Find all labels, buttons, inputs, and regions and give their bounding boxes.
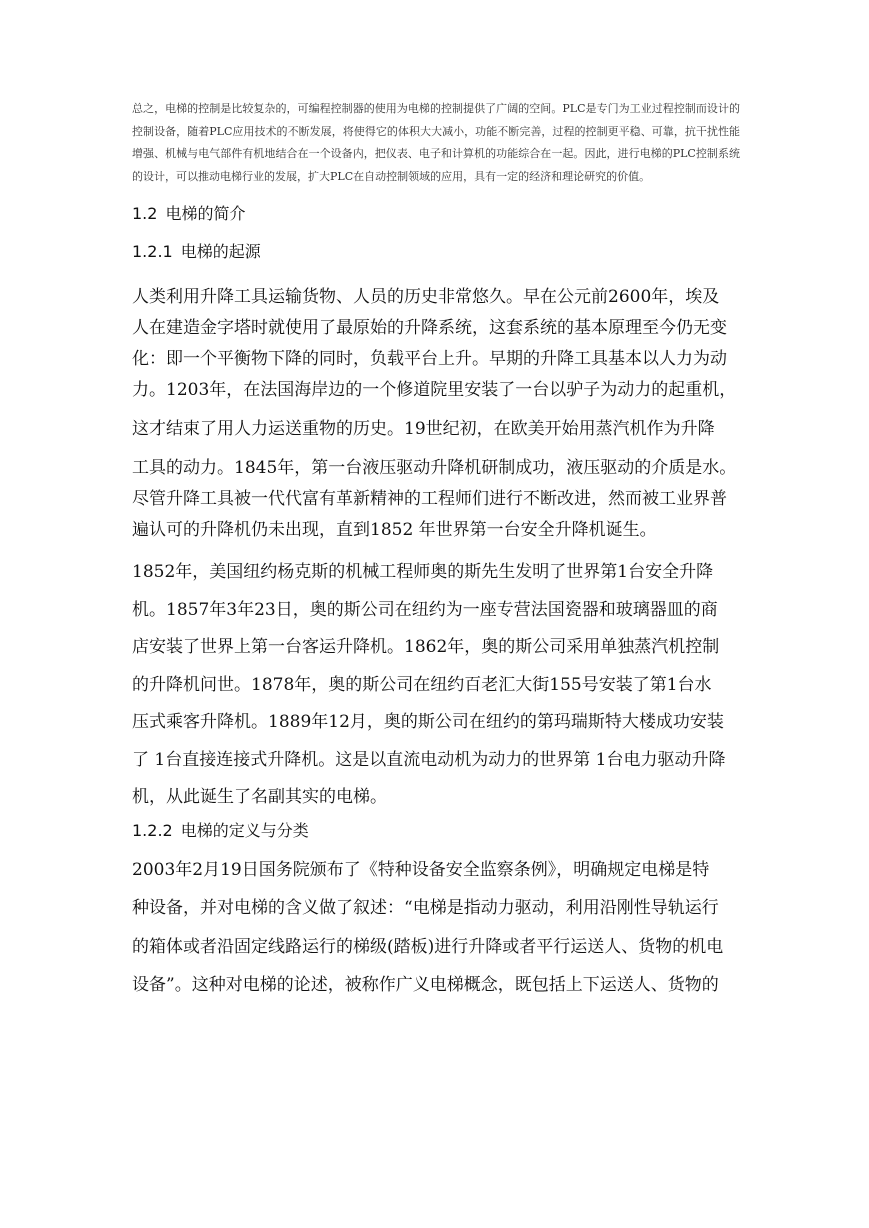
text-line: 设备”。这种对电梯的论述，被称作广义电梯概念，既包括上下运送人、货物的	[132, 975, 719, 996]
text-line: 这才结束了用人力运送重物的历史。19世纪初，在欧美开始用蒸汽机作为升降	[132, 419, 715, 440]
section-heading-1-2-2	[132, 821, 740, 841]
text-line: 了 1台直接连接式升降机。这是以直流电动机为动力的世界第 1台电力驱动升降	[132, 749, 726, 770]
text-line: 压式乘客升降机。1889年12月，奥的斯公司在纽约的第玛瑞斯特大楼成功安装	[132, 712, 724, 733]
section-number: 1.2.2	[132, 820, 173, 840]
paragraph-elevator-origin-2	[132, 554, 740, 817]
text-line: 力。1203年，在法国海岸边的一个修道院里安装了一台以驴子为动力的起重机，	[132, 380, 737, 401]
text-line: 人类利用升降工具运输货物、人员的历史非常悠久。早在公元前2600年，埃及	[132, 287, 720, 308]
section-number: 1.2	[132, 204, 158, 224]
text-line: 化：即一个平衡物下降的同时，负载平台上升。早期的升降工具基本以人力为动	[132, 349, 727, 370]
section-title: 电梯的起源	[180, 242, 261, 262]
text-line: 的升降机问世。1878年，奥的斯公司在纽约百老汇大街155号安装了第1台水	[132, 674, 712, 695]
text-line: 工具的动力。1845年，第一台液压驱动升降机研制成功，液压驱动的介质是水。	[132, 458, 737, 479]
paragraph-elevator-definition	[132, 851, 740, 1005]
text-line: 的箱体或者沿固定线路运行的梯级(踏板)进行升降或者平行运送人、货物的机电	[132, 936, 724, 957]
paragraph-elevator-origin-1	[132, 282, 740, 546]
text-line: 机，从此诞生了名副其实的电梯。	[132, 787, 387, 808]
document-page	[132, 98, 740, 1005]
text-line: 遍认可的升降机仍未出现，直到1852 年世界第一台安全升降机诞生。	[132, 520, 657, 541]
text-line: 人在建造金字塔时就使用了最原始的升降系统，这套系统的基本原理至今仍无变	[132, 318, 727, 339]
section-heading-1-2	[132, 204, 740, 224]
section-heading-1-2-1	[132, 242, 740, 262]
section-number: 1.2.1	[132, 242, 173, 262]
intro-paragraph: 总之，电梯的控制是比较复杂的，可编程控制器的使用为电梯的控制提供了广阔的空间。PLC是专门为工业过程控制而设计的控制设备，随着PLC应用技术的不断发展，将使得它的体积大大减小，功能不断完善，过程的控制更平稳、可靠，抗干扰性能增强、机械与电气部件有机地结合在一个设备内，把仪表、电子和计算机的功能综合在一起。因此，进行电梯的PLC控制系统的设计，可以推动电梯行业的发展，扩大PLC在自动控制领域的应用，具有一定的经济和理论研究的价值。	[132, 102, 740, 183]
text-line: 2003年2月19日国务院颁布了《特种设备安全监察条例》，明确规定电梯是特	[132, 859, 710, 880]
text-line: 机。1857年3年23日，奥的斯公司在纽约为一座专营法国瓷器和玻璃器皿的商	[132, 599, 718, 620]
text-line: 种设备，并对电梯的含义做了叙述：“电梯是指动力驱动，利用沿刚性导轨运行	[132, 898, 719, 919]
section-title: 电梯的简介	[165, 204, 246, 224]
text-line: 尽管升降工具被一代代富有革新精神的工程师们进行不断改进，然而被工业界普	[132, 489, 727, 510]
section-title: 电梯的定义与分类	[180, 820, 309, 840]
text-line: 1852年，美国纽约杨克斯的机械工程师奥的斯先生发明了世界第1台安全升降	[132, 562, 714, 583]
text-line: 店安装了世界上第一台客运升降机。1862年，奥的斯公司采用单独蒸汽机控制	[132, 637, 720, 658]
